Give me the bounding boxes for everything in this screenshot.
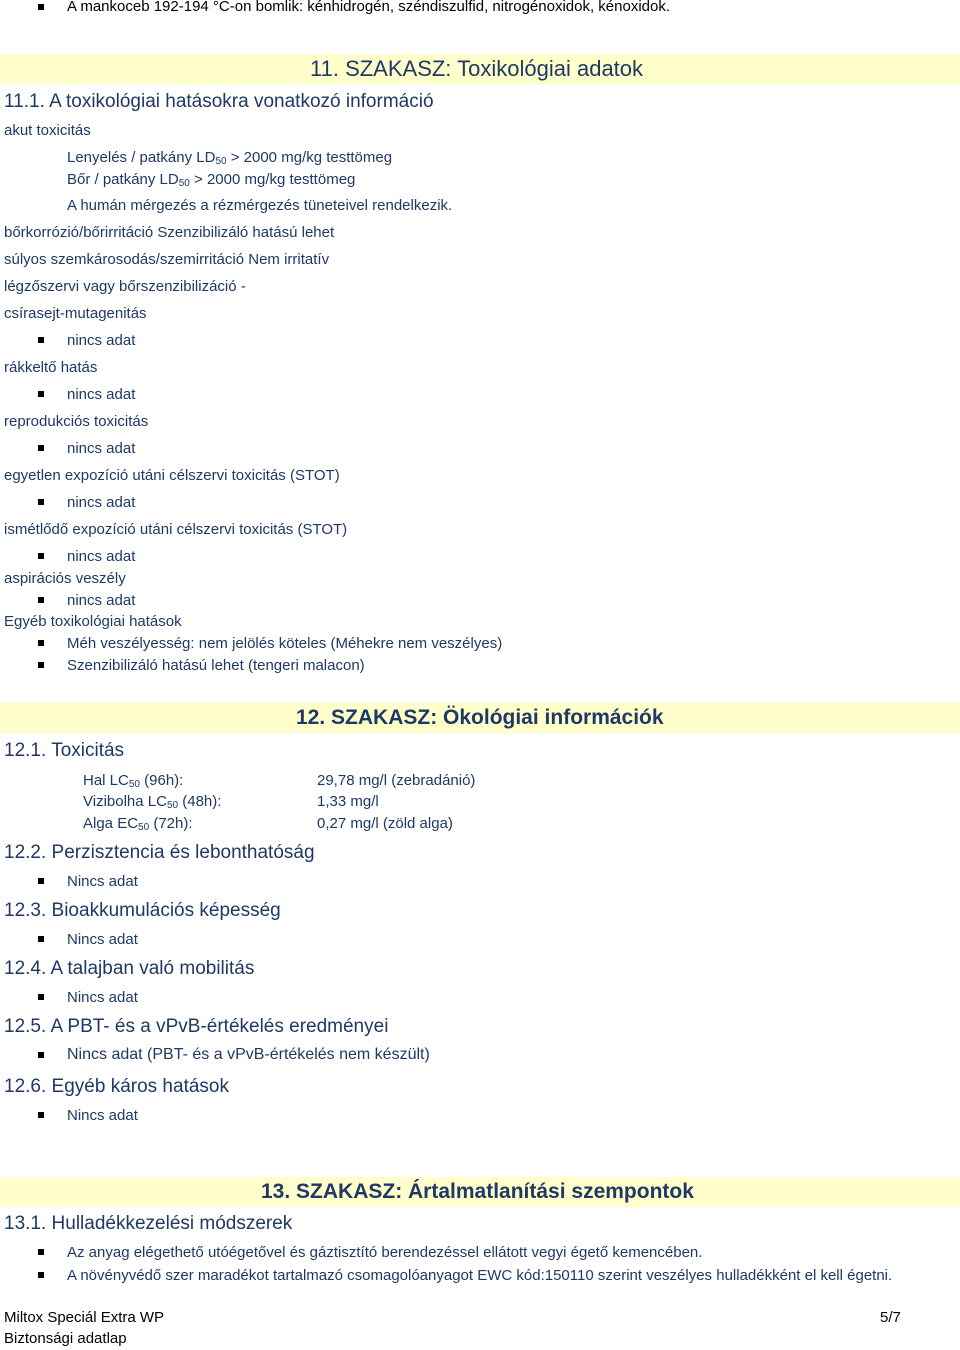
- reproductive-label: reprodukciós toxicitás: [4, 413, 149, 430]
- bullet-icon: [38, 337, 44, 343]
- skin-corrosion: bőrkorrózió/bőrirritáció Szenzibilizáló hatású lehet: [4, 224, 335, 241]
- subsection-12-4-title: 12.4. A talajban való mobilitás: [4, 958, 255, 979]
- subsection-12-1-title: 12.1. Toxicitás: [4, 740, 125, 761]
- ecotox-row-value: 29,78 mg/l (zebradánió): [317, 772, 476, 789]
- bullet-icon: [38, 445, 44, 451]
- ecotox-row-label: Hal $LC_{50}$ (96h):: [83, 772, 184, 790]
- carcinogenicity-value: nincs adat: [67, 386, 136, 403]
- mutagenicity-label: csírasejt-mutagenitás: [4, 305, 147, 322]
- subsection-12-2-title: 12.2. Perzisztencia és lebonthatóság: [4, 842, 315, 863]
- other-adverse-value: Nincs adat: [67, 1107, 138, 1124]
- bullet-icon: [38, 878, 44, 884]
- footer-page-number: 5/7: [880, 1309, 901, 1326]
- reproductive-value: nincs adat: [67, 440, 136, 457]
- bullet-icon: [38, 553, 44, 559]
- bullet-icon: [38, 597, 44, 603]
- subsection-12-6-title: 12.6. Egyéb káros hatások: [4, 1076, 229, 1097]
- bullet-icon: [38, 1249, 44, 1255]
- ecotox-row-label: Alga $EC_{50}$ (72h):: [83, 815, 193, 833]
- aspiration-label: aspirációs veszély: [4, 570, 126, 587]
- subsection-12-3-title: 12.3. Bioakkumulációs képesség: [4, 900, 281, 921]
- bullet-icon: [38, 391, 44, 397]
- eye-damage: súlyos szemkárosodás/szemirritáció Nem irritatív: [4, 251, 330, 268]
- dermal-ld50: Bőr / patkány $LD_{50} > 2000$ mg/kg testtömeg: [67, 171, 356, 189]
- mutagenicity-value: nincs adat: [67, 332, 136, 349]
- other-effect-bee: Méh veszélyesség: nem jelölés köteles (Méhekre nem veszélyes): [67, 635, 503, 652]
- disposal-item-incineration: Az anyag elégethető utóégetővel és gáztisztító berendezéssel ellátott vegyi égető kemencében.: [67, 1244, 703, 1261]
- bullet-icon: [38, 662, 44, 668]
- oral-ld50: Lenyelés / patkány $LD_{50} > 2000$ mg/kg testtömeg: [67, 149, 393, 167]
- pbt-value: Nincs adat (PBT- és a vPvB-értékelés nem készült): [67, 1046, 430, 1063]
- ecotox-row-label: Vizibolha $LC_{50}$ (48h):: [83, 793, 222, 811]
- other-effects-label: Egyéb toxikológiai hatások: [4, 613, 182, 630]
- ecotox-row-value: 0,27 mg/l (zöld alga): [317, 815, 453, 832]
- bullet-icon: [38, 4, 44, 10]
- stot-re-label: ismétlődő expozíció utáni célszervi toxicitás (STOT): [4, 521, 348, 538]
- section-11-title: 11. SZAKASZ: Toxikológiai adatok: [310, 56, 644, 81]
- bullet-icon: [38, 640, 44, 646]
- aspiration-value: nincs adat: [67, 592, 136, 609]
- human-poisoning-note: A humán mérgezés a rézmérgezés tüneteivel rendelkezik.: [67, 197, 453, 214]
- stot-se-value: nincs adat: [67, 494, 136, 511]
- bioaccumulation-value: Nincs adat: [67, 931, 138, 948]
- bullet-icon: [38, 1272, 44, 1278]
- subsection-13-1-title: 13.1. Hulladékkezelési módszerek: [4, 1213, 293, 1234]
- mobility-value: Nincs adat: [67, 989, 138, 1006]
- section-13-title: 13. SZAKASZ: Ártalmatlanítási szempontok: [261, 1180, 694, 1203]
- bullet-icon: [38, 499, 44, 505]
- sensitisation: légzőszervi vagy bőrszenzibilizáció -: [4, 278, 246, 295]
- stot-se-label: egyetlen expozíció utáni célszervi toxicitás (STOT): [4, 467, 340, 484]
- stot-re-value: nincs adat: [67, 548, 136, 565]
- persistence-value: Nincs adat: [67, 873, 138, 890]
- subsection-11-1-title: 11.1. A toxikológiai hatásokra vonatkozó információ: [4, 91, 434, 112]
- other-effect-sensitising: Szenzibilizáló hatású lehet (tengeri malacon): [67, 657, 365, 674]
- bullet-icon: [38, 936, 44, 942]
- disposal-item-packaging: A növényvédő szer maradékot tartalmazó csomagolóanyagot EWC kód:150110 szerint veszélyes hulladékként el kell égetni.: [67, 1267, 893, 1284]
- decomposition-text: A mankoceb 192-194 °C-on bomlik: kénhidrogén, széndiszulfid, nitrogénoxidok, kénoxidok.: [67, 0, 671, 15]
- footer-product-name: Miltox Speciál Extra WP: [4, 1309, 165, 1326]
- carcinogenicity-label: rákkeltő hatás: [4, 359, 98, 376]
- footer-document-type: Biztonsági adatlap: [4, 1330, 127, 1347]
- bullet-icon: [38, 1052, 44, 1058]
- bullet-icon: [38, 1112, 44, 1118]
- ecotox-row-value: 1,33 mg/l: [317, 793, 379, 810]
- acute-toxicity-label: akut toxicitás: [4, 122, 91, 139]
- bullet-icon: [38, 994, 44, 1000]
- subsection-12-5-title: 12.5. A PBT- és a vPvB-értékelés eredményei: [4, 1016, 389, 1037]
- section-12-title: 12. SZAKASZ: Ökológiai információk: [296, 706, 664, 729]
